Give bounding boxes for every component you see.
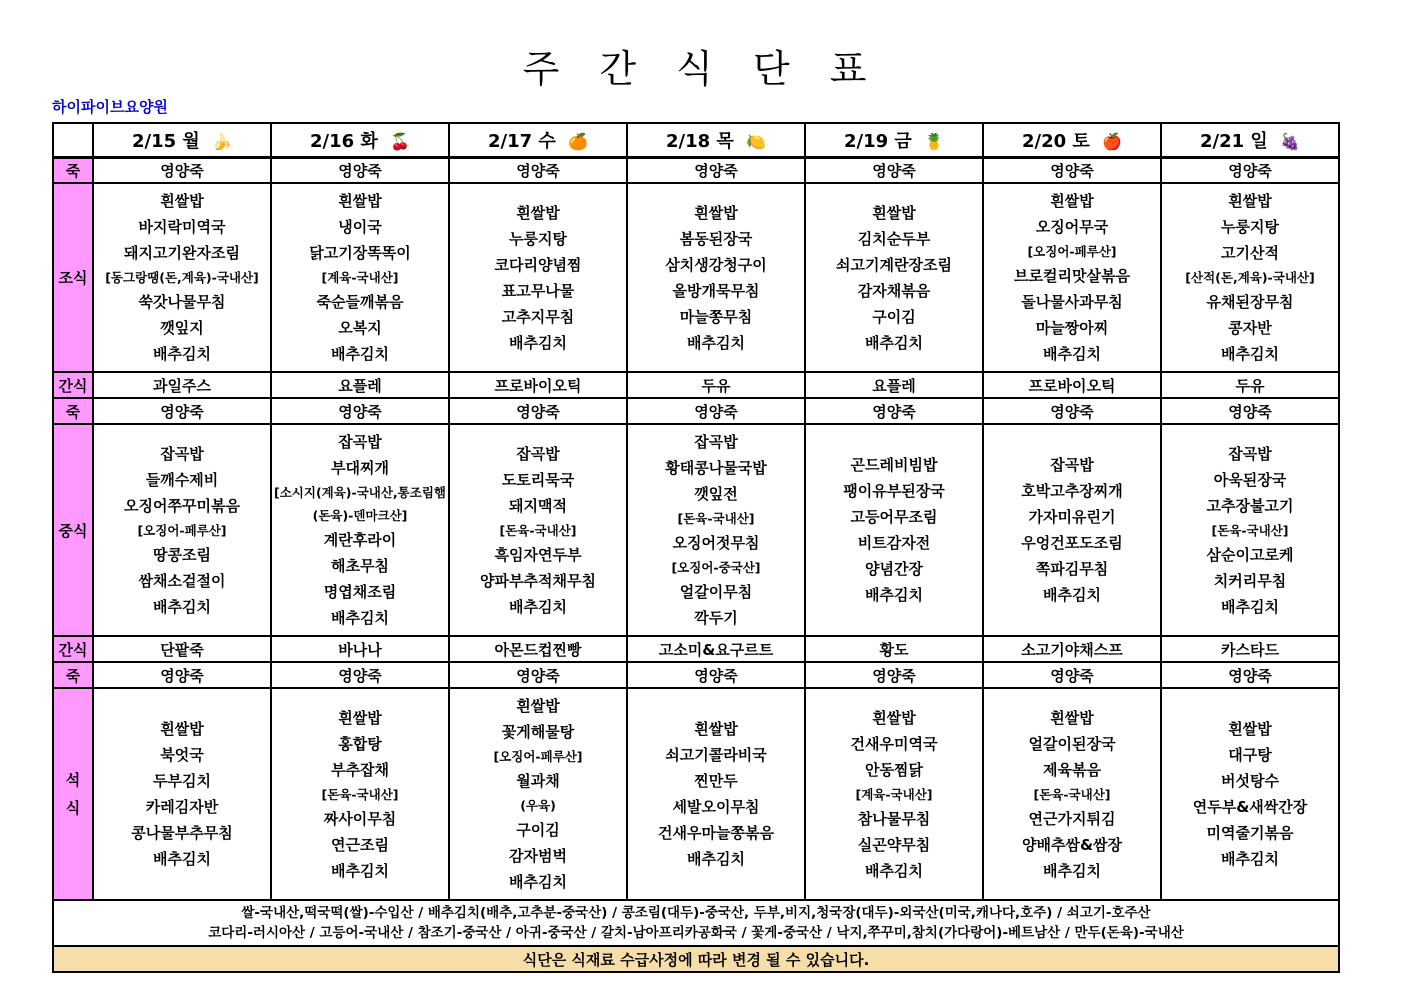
- menu-item: 미역줄기볶음: [1206, 824, 1294, 842]
- porridge-cell: 영양죽: [271, 662, 449, 688]
- menu-item: [돈육-국내산]: [499, 522, 577, 538]
- menu-item: 깻잎전: [694, 485, 738, 503]
- menu-item: 오복지: [338, 319, 382, 337]
- menu-item: 배추김치: [331, 609, 389, 627]
- menu-item: 배추김치: [153, 345, 211, 363]
- menu-item: 짜사이무침: [323, 809, 397, 828]
- menu-item: 배추김치: [865, 586, 923, 604]
- lunch-cell-fri: [805, 424, 983, 636]
- menu-item: [오징어-페루산]: [1027, 244, 1117, 259]
- menu-item: 브로컬리맛살볶음: [1014, 267, 1130, 285]
- menu-item: 곤드레비빔밥: [850, 456, 938, 474]
- origin-line-2: 코다리-러시아산 / 고등어-국내산 / 참조기-중국산 / 아귀-중국산 / 갈치-남아프리카공화국 / 꽃게-중국산 / 낙지,쭈꾸미,참치(가다랑어)-베트남산 / 만두(돈육)-국내산: [208, 925, 1184, 941]
- dinner-cell-thu: [627, 688, 805, 900]
- menu-item: 대구탕: [1228, 746, 1272, 764]
- row-label-snack-1: 간식: [53, 372, 93, 398]
- menu-item: 찐만두: [694, 772, 738, 790]
- menu-item: 안동찜닭: [865, 760, 923, 779]
- breakfast-cell-fri: [805, 183, 983, 372]
- menu-item: 마늘쫑무침: [679, 307, 753, 326]
- day-label: 2/17 수: [487, 130, 556, 152]
- menu-item: 잡곡밥: [1050, 456, 1094, 474]
- porridge-cell: 영양죽: [1161, 398, 1339, 424]
- menu-item: 흰쌀밥: [694, 203, 738, 222]
- menu-item: 배추김치: [1043, 861, 1101, 880]
- menu-item: 명엽채조림: [323, 583, 397, 601]
- day-label: 2/21 일: [1199, 130, 1268, 152]
- day-header-sat: [983, 123, 1161, 157]
- menu-item: 코다리양념찜: [494, 255, 582, 274]
- day-header-mon: [93, 123, 271, 157]
- snack-cell: 아몬드컵찐빵: [449, 636, 627, 662]
- porridge-cell: 영양죽: [805, 398, 983, 424]
- menu-item: [돈육-국내산]: [1211, 522, 1289, 538]
- menu-item: 흰쌀밥: [1050, 192, 1094, 210]
- menu-item: 얼갈이된장국: [1028, 734, 1116, 753]
- porridge-cell: 영양죽: [627, 157, 805, 183]
- menu-item: 배추김치: [509, 597, 567, 616]
- menu-item: 월과채: [516, 772, 560, 790]
- porridge-cell: 영양죽: [93, 157, 271, 183]
- menu-item: 잡곡밥: [338, 433, 382, 451]
- porridge-cell: 영양죽: [983, 398, 1161, 424]
- menu-item: 흰쌀밥: [160, 720, 204, 738]
- breakfast-cell-mon: [93, 183, 271, 372]
- menu-item: 부대찌개: [331, 459, 389, 477]
- menu-item: 잡곡밥: [516, 444, 560, 463]
- porridge-row-3: [53, 662, 1339, 688]
- breakfast-cell-sun: [1161, 183, 1339, 372]
- row-label-dinner-text: 석식: [65, 770, 81, 817]
- menu-item: 배추김치: [1221, 850, 1279, 868]
- snack-cell: 과일주스: [93, 372, 271, 398]
- day-label: 2/16 화: [309, 130, 378, 152]
- menu-item: 배추김치: [865, 861, 923, 880]
- menu-item: 오징어무국: [1035, 218, 1109, 236]
- snack-cell: 단팥죽: [93, 636, 271, 662]
- porridge-cell: 영양죽: [449, 157, 627, 183]
- snack-cell: 요플레: [271, 372, 449, 398]
- snack-cell: 황도: [805, 636, 983, 662]
- snack-row-2: [53, 636, 1339, 662]
- page-title: 주 간 식 단 표: [522, 47, 881, 91]
- menu-item: 북엇국: [160, 746, 204, 764]
- snack-row-1: [53, 372, 1339, 398]
- menu-item: [산적(돈,계육)-국내산]: [1185, 270, 1315, 285]
- notice-text: 식단은 식재료 수급사정에 따라 변경 될 수 있습니다.: [53, 946, 1339, 972]
- menu-item: 흰쌀밥: [338, 708, 382, 727]
- row-label-porridge: 죽: [53, 662, 93, 688]
- menu-item: 배추김치: [153, 597, 211, 616]
- cherries-icon: 🍒: [390, 131, 410, 151]
- menu-item: 쑥갓나물무침: [138, 293, 226, 311]
- dinner-cell-fri: [805, 688, 983, 900]
- day-label: 2/15 월: [131, 130, 200, 152]
- menu-item: 잡곡밥: [1228, 444, 1272, 463]
- menu-item: 삼치생강청구이: [665, 255, 767, 274]
- menu-item: 쪽파김무침: [1035, 560, 1109, 578]
- porridge-cell: 영양죽: [93, 398, 271, 424]
- menu-item: 버섯탕수: [1221, 772, 1279, 790]
- menu-item: [동그랑땡(돈,계육)-국내산]: [105, 270, 259, 285]
- breakfast-cell-sat: [983, 183, 1161, 372]
- menu-item: 치커리무침: [1213, 571, 1287, 590]
- menu-item: 꽃게해물탕: [501, 723, 575, 741]
- menu-item: 닭고기장똑똑이: [309, 244, 411, 262]
- snack-cell: 두유: [1161, 372, 1339, 398]
- snack-cell: 프로바이오틱: [449, 372, 627, 398]
- menu-item: 배추김치: [1221, 345, 1279, 363]
- lunch-row: [53, 424, 1339, 636]
- porridge-row-2: [53, 398, 1339, 424]
- menu-item: 가자미유린기: [1028, 508, 1116, 526]
- menu-item: 연두부&새싹간장: [1192, 798, 1308, 816]
- day-header-wed: [449, 123, 627, 157]
- menu-item: 실곤약무침: [857, 835, 931, 854]
- notice-row: [53, 946, 1339, 972]
- menu-item: 카레김자반: [145, 798, 219, 816]
- breakfast-cell-tue: [271, 183, 449, 372]
- menu-item: 고기산적: [1221, 244, 1279, 262]
- lunch-cell-wed: [449, 424, 627, 636]
- menu-item: 고등어무조림: [850, 508, 938, 526]
- menu-item: 콩자반: [1228, 319, 1272, 337]
- menu-item: [오징어-페루산]: [137, 522, 227, 538]
- menu-item: 흰쌀밥: [1228, 192, 1272, 210]
- menu-item: 잡곡밥: [694, 433, 738, 451]
- menu-item: [돈육-국내산]: [1033, 786, 1111, 802]
- menu-item: 참나물무침: [857, 809, 931, 828]
- lunch-cell-tue: [271, 424, 449, 636]
- porridge-cell: 영양죽: [449, 398, 627, 424]
- day-header-thu: [627, 123, 805, 157]
- banana-icon: 🍌: [212, 131, 232, 151]
- lunch-cell-mon: [93, 424, 271, 636]
- grapes-icon: 🍇: [1280, 131, 1300, 151]
- porridge-cell: 영양죽: [271, 157, 449, 183]
- menu-item: 해초무침: [331, 557, 389, 575]
- weekly-menu-table: [52, 122, 1340, 973]
- lunch-cell-thu: [627, 424, 805, 636]
- dinner-cell-tue: [271, 688, 449, 900]
- menu-item: 유채된장무침: [1206, 293, 1294, 311]
- porridge-cell: 영양죽: [271, 398, 449, 424]
- menu-item: 들깨수제비: [145, 470, 219, 489]
- menu-item: 계란후라이: [323, 531, 397, 549]
- menu-item: 황태콩나물국밥: [665, 459, 767, 477]
- snack-cell: 두유: [627, 372, 805, 398]
- porridge-cell: 영양죽: [983, 157, 1161, 183]
- dinner-cell-wed: [449, 688, 627, 900]
- menu-item: 쌈채소겉절이: [138, 571, 226, 590]
- lunch-cell-sat: [983, 424, 1161, 636]
- menu-item: 배추김치: [331, 345, 389, 363]
- snack-cell: 바나나: [271, 636, 449, 662]
- menu-item: 봄동된장국: [679, 229, 753, 248]
- breakfast-row: [53, 183, 1339, 372]
- menu-item: [돈육-국내산]: [677, 511, 755, 526]
- menu-item: 흰쌀밥: [516, 203, 560, 222]
- menu-item: 흰쌀밥: [1228, 720, 1272, 738]
- menu-item: 땅콩조림: [153, 545, 211, 564]
- menu-item: 양념간장: [865, 560, 923, 578]
- menu-item: 구이김: [872, 307, 916, 326]
- origin-info: [53, 900, 1339, 946]
- menu-item: 배추김치: [509, 873, 567, 891]
- menu-item: 돌나물사과무침: [1021, 293, 1123, 311]
- menu-item: 배추김치: [153, 850, 211, 868]
- day-header-fri: [805, 123, 983, 157]
- menu-item: 마늘짱아찌: [1035, 319, 1109, 337]
- menu-item: 배추김치: [687, 850, 745, 868]
- lemon-icon: 🍋: [746, 131, 766, 151]
- menu-item: 연근가지튀김: [1028, 809, 1116, 828]
- menu-item: 표고무나물: [501, 281, 575, 300]
- row-label-breakfast: 조식: [53, 183, 93, 372]
- menu-item: 고추지무침: [501, 307, 575, 326]
- row-label-snack-2: 간식: [53, 636, 93, 662]
- menu-item: 흰쌀밥: [872, 203, 916, 222]
- breakfast-cell-thu: [627, 183, 805, 372]
- day-label: 2/20 토: [1021, 130, 1090, 152]
- menu-item: 오징어쭈꾸미볶음: [124, 496, 240, 515]
- menu-item: 얼갈이무침: [679, 583, 753, 601]
- snack-cell: 소고기야채스프: [983, 636, 1161, 662]
- facility-name: 하이파이브요양원: [52, 98, 168, 116]
- porridge-cell: 영양죽: [1161, 662, 1339, 688]
- menu-item: (우육): [520, 798, 556, 813]
- porridge-cell: 영양죽: [449, 662, 627, 688]
- menu-item: 우엉건포도조림: [1021, 534, 1123, 552]
- menu-item: 흰쌀밥: [160, 192, 204, 210]
- menu-item: 양파부추적채무침: [480, 571, 596, 590]
- menu-item: 바지락미역국: [138, 218, 226, 236]
- dinner-cell-sat: [983, 688, 1161, 900]
- menu-item: 도토리묵국: [501, 470, 575, 489]
- menu-item: 잡곡밥: [160, 444, 204, 463]
- header-row: [53, 123, 1339, 157]
- menu-item: 감자범벅: [509, 847, 567, 865]
- menu-item: 부추잡채: [331, 760, 389, 779]
- menu-item: 쇠고기계란장조림: [836, 255, 952, 274]
- snack-cell: 프로바이오틱: [983, 372, 1161, 398]
- menu-item: 배추김치: [509, 333, 567, 352]
- origin-line-1: 쌀-국내산,떡국떡(쌀)-수입산 / 배추김치(배추,고추분-중국산) / 콩조림(대두)-중국산, 두부,비지,청국장(대두)-외국산(미국,캐나다,호주) / 쇠고기-호주산: [241, 905, 1151, 921]
- menu-item: 아욱된장국: [1213, 470, 1287, 489]
- menu-item: 누룽지탕: [1221, 218, 1279, 236]
- porridge-row-1: [53, 157, 1339, 183]
- menu-item: 팽이유부된장국: [843, 482, 945, 500]
- day-label: 2/19 금: [843, 130, 912, 152]
- porridge-cell: 영양죽: [805, 662, 983, 688]
- menu-item: 깍두기: [694, 609, 738, 627]
- dinner-cell-sun: [1161, 688, 1339, 900]
- menu-item: 홍합탕: [338, 734, 382, 753]
- menu-item: [돈육-국내산]: [321, 786, 399, 802]
- menu-item: 죽순들깨볶음: [316, 293, 404, 311]
- menu-item: 흑임자연두부: [494, 545, 582, 564]
- menu-item: [오징어-페루산]: [493, 749, 583, 764]
- menu-item: 양배추쌈&쌈장: [1021, 835, 1123, 854]
- menu-item: [오징어-중국산]: [671, 560, 761, 575]
- menu-item: [소시지(계육)-국내산,통조림햄(돈육)-덴마크산]: [274, 485, 446, 523]
- menu-item: 배추김치: [1043, 586, 1101, 604]
- porridge-cell: 영양죽: [1161, 157, 1339, 183]
- breakfast-cell-wed: [449, 183, 627, 372]
- menu-item: 냉이국: [338, 218, 382, 236]
- menu-item: 비트감자전: [857, 534, 931, 552]
- pineapple-icon: 🍍: [924, 131, 944, 151]
- corner-cell: [53, 123, 93, 157]
- apple-icon: 🍎: [1102, 131, 1122, 151]
- menu-item: 건새우미역국: [850, 734, 938, 753]
- menu-item: 호박고추장찌개: [1021, 482, 1123, 500]
- origin-row: [53, 900, 1339, 946]
- menu-item: 콩나물부추무침: [131, 824, 233, 842]
- menu-item: 배추김치: [687, 333, 745, 352]
- menu-item: 흰쌀밥: [872, 708, 916, 727]
- dinner-cell-mon: [93, 688, 271, 900]
- lunch-cell-sun: [1161, 424, 1339, 636]
- menu-item: 배추김치: [1043, 345, 1101, 363]
- menu-item: 누룽지탕: [509, 229, 567, 248]
- menu-item: 깻잎지: [160, 319, 204, 337]
- menu-item: 배추김치: [865, 333, 923, 352]
- row-label-lunch: 중식: [53, 424, 93, 636]
- day-label: 2/18 목: [665, 130, 734, 152]
- snack-cell: 고소미&요구르트: [627, 636, 805, 662]
- menu-item: 김치순두부: [857, 229, 931, 248]
- menu-item: 제육볶음: [1043, 760, 1101, 779]
- menu-item: 쇠고기콜라비국: [665, 746, 767, 764]
- menu-item: 건새우마늘쫑볶음: [658, 824, 774, 842]
- orange-icon: 🍊: [568, 131, 588, 151]
- menu-item: 감자채볶음: [857, 281, 931, 300]
- snack-cell: 카스타드: [1161, 636, 1339, 662]
- menu-item: [계육-국내산]: [855, 786, 933, 802]
- menu-item: 삼순이고로케: [1206, 545, 1294, 564]
- menu-item: 연근조림: [331, 835, 389, 854]
- menu-item: 돼지고기완자조림: [124, 244, 240, 262]
- menu-item: [계육-국내산]: [321, 270, 399, 285]
- menu-item: 구이김: [516, 821, 560, 839]
- dinner-row: [53, 688, 1339, 900]
- menu-item: 세발오이무침: [672, 798, 760, 816]
- porridge-cell: 영양죽: [627, 398, 805, 424]
- menu-item: 올방개묵무침: [672, 281, 760, 300]
- row-label-porridge: 죽: [53, 157, 93, 183]
- row-label-dinner: [53, 688, 93, 900]
- snack-cell: 요플레: [805, 372, 983, 398]
- menu-item: 흰쌀밥: [694, 720, 738, 738]
- porridge-cell: 영양죽: [93, 662, 271, 688]
- menu-item: 배추김치: [1221, 597, 1279, 616]
- menu-item: 흰쌀밥: [1050, 708, 1094, 727]
- menu-item: 돼지맥적: [509, 496, 567, 515]
- porridge-cell: 영양죽: [627, 662, 805, 688]
- menu-item: 고추장불고기: [1206, 496, 1294, 515]
- menu-item: 흰쌀밥: [338, 192, 382, 210]
- porridge-cell: 영양죽: [983, 662, 1161, 688]
- menu-item: 흰쌀밥: [516, 697, 560, 715]
- porridge-cell: 영양죽: [805, 157, 983, 183]
- row-label-porridge: 죽: [53, 398, 93, 424]
- menu-item: 배추김치: [331, 861, 389, 880]
- day-header-tue: [271, 123, 449, 157]
- menu-item: 오징어젓무침: [672, 534, 760, 552]
- menu-item: 두부김치: [153, 772, 211, 790]
- day-header-sun: [1161, 123, 1339, 157]
